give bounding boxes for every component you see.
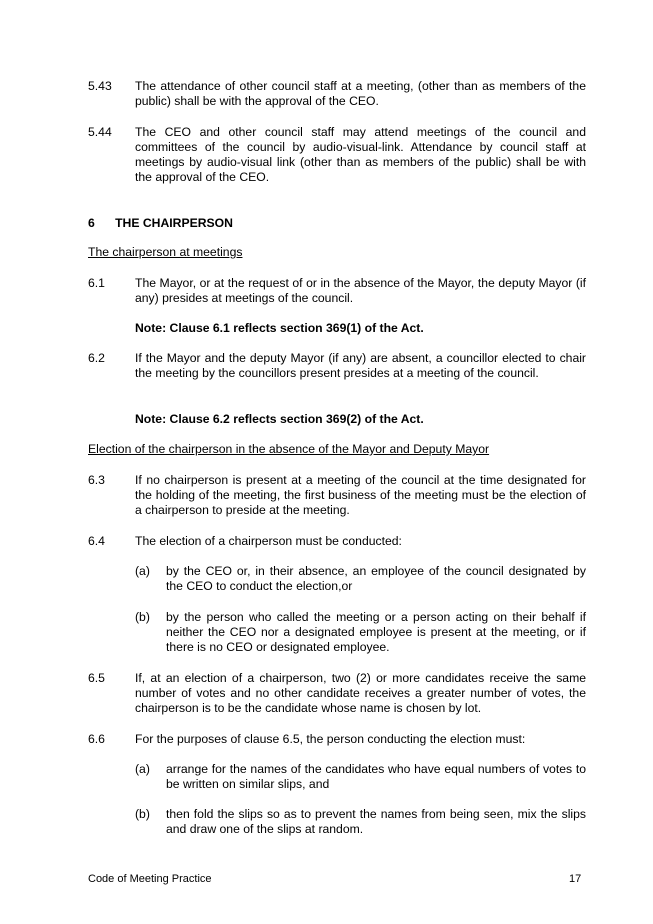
clause-6-2 xyxy=(88,351,586,381)
clause-number: 6.5 xyxy=(88,671,105,685)
section-heading: 6 THE CHAIRPERSON xyxy=(88,216,233,230)
clause-6-3 xyxy=(88,473,586,518)
subitem-6-6-b xyxy=(135,807,586,837)
clause-6-6 xyxy=(88,732,586,747)
clause-number: 5.44 xyxy=(88,125,112,139)
subitem-text: by the CEO or, in their absence, an employee of the council designated by the CEO to conduct the election,or xyxy=(166,564,586,593)
clause-number: 5.43 xyxy=(88,79,112,93)
clause-number: 6.3 xyxy=(88,473,105,487)
clause-text: If, at an election of a chairperson, two (2) or more candidates receive the same number of votes and no other candidate receives a greater number of votes, the chairperson is to be the candidate whose name is chosen by lot. xyxy=(135,671,586,715)
subitem-6-4-a xyxy=(135,564,586,594)
subitem-text: arrange for the names of the candidates who have equal numbers of votes to be written on similar slips, and xyxy=(166,762,586,791)
note-6-1: Note: Clause 6.1 reflects section 369(1) of the Act. xyxy=(135,321,424,335)
subitem-letter: (b) xyxy=(135,610,150,624)
clause-6-1 xyxy=(88,276,586,306)
clause-text: The Mayor, or at the request of or in the absence of the Mayor, the deputy Mayor (if any) presides at meetings of the council. xyxy=(135,276,586,305)
clause-text: The attendance of other council staff at a meeting, (other than as members of the public) shall be with the approval of the CEO. xyxy=(135,79,586,108)
clause-number: 6.2 xyxy=(88,351,105,365)
clause-text: The election of a chairperson must be conducted: xyxy=(135,534,402,548)
clause-number: 6.4 xyxy=(88,534,105,548)
clause-number: 6.1 xyxy=(88,276,105,290)
note-6-2: Note: Clause 6.2 reflects section 369(2) of the Act. xyxy=(135,412,424,426)
subheading-chairperson-at-meetings: The chairperson at meetings xyxy=(88,245,243,259)
subitem-6-4-b xyxy=(135,610,586,655)
clause-text: For the purposes of clause 6.5, the person conducting the election must: xyxy=(135,732,526,746)
subitem-text: then fold the slips so as to prevent the names from being seen, mix the slips and draw one of the slips at random. xyxy=(166,807,586,836)
footer-title: Code of Meeting Practice xyxy=(88,873,212,885)
clause-text: The CEO and other council staff may attend meetings of the council and committees of the council by audio-visual-link. Attendance by council staff at meetings by audio-visual link (other than as members of the public) shall be with the approval of the CEO. xyxy=(135,125,586,184)
footer-page-number: 17 xyxy=(569,873,582,885)
subitem-letter: (b) xyxy=(135,807,150,821)
clause-5-44 xyxy=(88,125,586,185)
subitem-letter: (a) xyxy=(135,564,150,578)
clause-text: If no chairperson is present at a meeting of the council at the time designated for the holding of the meeting, the first business of the meeting must be the election of a chairperson to preside at the meeting. xyxy=(135,473,586,517)
subitem-6-6-a xyxy=(135,762,586,792)
clause-6-4 xyxy=(88,534,586,549)
clause-5-43 xyxy=(88,79,586,109)
clause-text: If the Mayor and the deputy Mayor (if any) are absent, a councillor elected to chair the meeting by the councillors present presides at a meeting of the council. xyxy=(135,351,586,380)
subitem-text: by the person who called the meeting or a person acting on their behalf if neither the CEO nor a designated employee is present at the meeting, or if there is no CEO or designated employee. xyxy=(166,610,586,654)
clause-number: 6.6 xyxy=(88,732,105,746)
clause-6-5 xyxy=(88,671,586,716)
subheading-election: Election of the chairperson in the absence of the Mayor and Deputy Mayor xyxy=(88,442,490,456)
subitem-letter: (a) xyxy=(135,762,150,776)
